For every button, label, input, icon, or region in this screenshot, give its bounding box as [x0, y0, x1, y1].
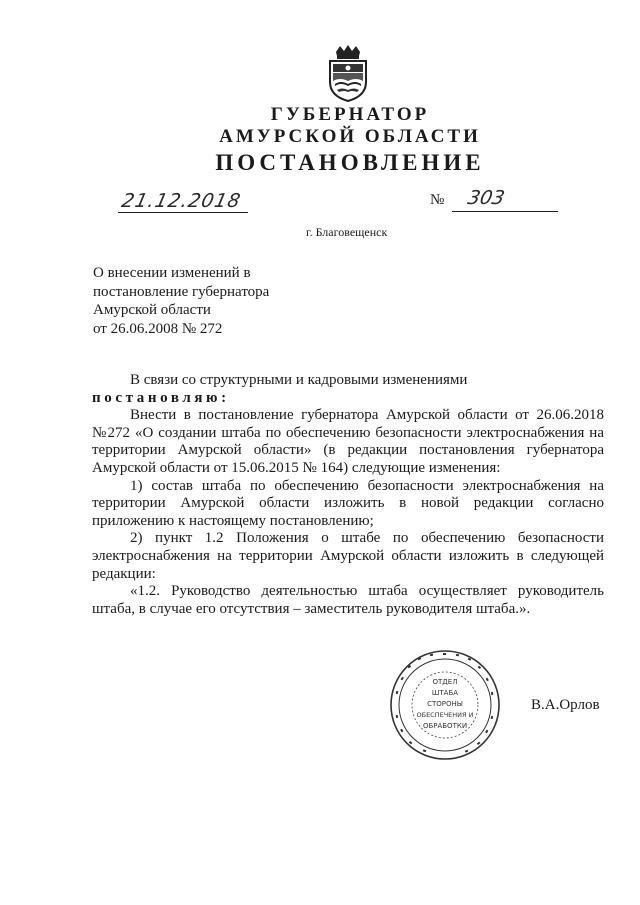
- stamp-inner-line: СТОРОНЫ: [427, 700, 463, 708]
- stamp-inner-line: ШТАБА: [431, 689, 459, 697]
- preamble: В связи со структурными и кадровыми изменениями: [130, 372, 468, 388]
- coat-of-arms-emblem: [326, 44, 370, 102]
- city: г. Благовещенск: [306, 225, 388, 239]
- handwritten-number: 303: [465, 187, 507, 209]
- signer-name: В.А.Орлов: [531, 697, 600, 713]
- paragraph-quote: «1.2. Руководство деятельностью штаба осуществляет руководитель штаба, в случае его отсутствия – заместитель руководителя штаба.».: [92, 583, 604, 617]
- decree-body: [92, 372, 604, 618]
- subject-line: О внесении изменений в: [93, 265, 251, 281]
- region-title: АМУРСКОЙ ОБЛАСТИ: [219, 126, 481, 147]
- stamp-inner-line: ОБРАБОТКИ: [422, 722, 468, 730]
- paragraph-main: Внести в постановление губернатора Амурской области от 26.06.2018 №272 «О создании штаба по обеспечению безопасности электроснабжения на территории Амурской области» (в редакции постановления губернатора Амурской области от 15.06.2015 № 164) следующие изменения:: [92, 407, 604, 476]
- subject-line: Амурской области: [93, 302, 211, 318]
- official-seal-stamp: [388, 648, 502, 762]
- paragraph-item-2: 2) пункт 1.2 Положения о штабе по обеспечению безопасности электроснабжения на территории Амурской области изложить в следующей редакции:: [92, 530, 604, 582]
- stamp-inner-line: ОБЕСПЕЧЕНИЯ И: [416, 711, 474, 719]
- document-type-title: ПОСТАНОВЛЕНИЕ: [215, 150, 485, 175]
- decree-word: постановляю:: [92, 389, 230, 406]
- paragraph-item-1: 1) состав штаба по обеспечению безопасности электроснабжения на территории Амурской области изложить в новой редакции согласно приложению к настоящему постановлению;: [92, 477, 604, 529]
- stamp-inner-line: ОТДЕЛ: [432, 678, 458, 686]
- subject-line: от 26.06.2008 № 272: [93, 320, 223, 337]
- handwritten-date: 21.12.2018: [119, 190, 244, 212]
- issuer-title: ГУБЕРНАТОР: [270, 104, 430, 125]
- subject-block: [93, 264, 323, 338]
- number-label: №: [430, 192, 445, 208]
- subject-line: постановление губернатора: [93, 283, 270, 300]
